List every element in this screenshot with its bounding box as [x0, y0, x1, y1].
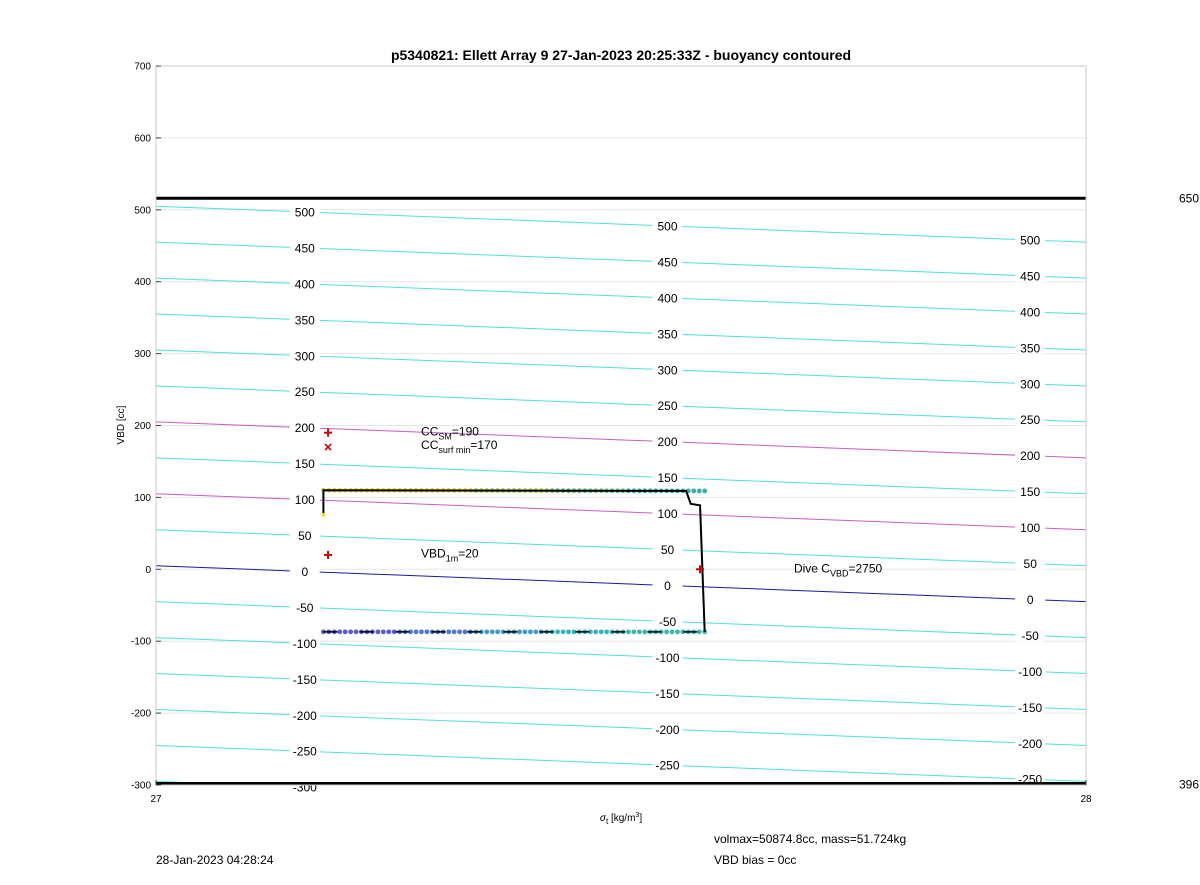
contour-label: 250: [1020, 413, 1041, 428]
ascent-point: [523, 629, 528, 634]
ascent-point: [528, 629, 533, 634]
ascent-point: [354, 629, 359, 634]
contour-label: 350: [294, 313, 315, 328]
y-tick-label: 400: [134, 277, 151, 289]
contour-label: -250: [1018, 772, 1043, 787]
footer-timestamp: 28-Jan-2023 04:28:24: [156, 853, 274, 867]
y-tick-label: 200: [134, 421, 151, 432]
contour-label: -150: [292, 672, 317, 687]
ascent-point: [424, 629, 429, 634]
y-tick-label: 100: [134, 492, 151, 504]
contour-label: 500: [1020, 233, 1041, 248]
ascent-point: [381, 629, 386, 634]
contour-label: 0: [664, 578, 671, 593]
vbd-1m-annotation-sub: 1m: [445, 553, 459, 564]
contour-label: -300: [292, 780, 317, 795]
contour-label: 100: [1020, 521, 1041, 536]
ascent-point: [642, 629, 647, 634]
contour-label: -200: [1018, 736, 1043, 751]
limit-label: 396: [1178, 777, 1199, 792]
contour-label: -50: [658, 614, 677, 629]
contour-label: -150: [655, 686, 680, 701]
contour-label: 500: [657, 219, 678, 234]
ascent-point: [490, 629, 495, 634]
contour-label: 200: [1020, 449, 1041, 464]
cc-surf-min-annotation-base: CC: [421, 437, 439, 452]
contour-label: -100: [292, 636, 317, 651]
contour-label: 150: [294, 457, 315, 472]
ascent-point: [452, 629, 457, 634]
descent-point: [691, 489, 696, 494]
contour-label: -200: [655, 722, 680, 737]
ascent-point: [463, 629, 468, 634]
surface-start-point: [322, 513, 326, 517]
ascent-point: [697, 629, 702, 634]
contour-label: 350: [1020, 341, 1041, 356]
vbd-1m-annotation-base: VBD: [421, 546, 446, 561]
cc-sm-annotation-base: CC: [421, 424, 439, 439]
y-tick-label: -300: [130, 780, 151, 792]
contour-label: 150: [657, 471, 678, 486]
ascent-point: [484, 629, 489, 634]
cc-sm-annotation-sub: SM: [438, 431, 452, 442]
contour-label: 50: [298, 529, 312, 544]
y-tick-label: 300: [134, 349, 151, 361]
ascent-point: [414, 629, 419, 634]
descent-point: [697, 489, 702, 494]
contour-label: 400: [1020, 305, 1041, 320]
ascent-point: [631, 629, 636, 634]
contour-label: -100: [655, 650, 680, 665]
contour-label: 250: [294, 385, 315, 400]
ascent-point: [626, 629, 631, 634]
contour-label: 300: [1020, 377, 1041, 392]
contour-label: 450: [657, 255, 678, 270]
dive-c-vbd-annotation-base: Dive C: [793, 561, 830, 576]
y-axis-label: VBD [cc]: [116, 405, 127, 445]
dive-c-vbd-annotation-sub: VBD: [829, 568, 849, 579]
x-axis-label-close: ]: [639, 813, 643, 824]
limit-label: 650: [1178, 191, 1199, 206]
ascent-point: [386, 629, 391, 634]
x-axis-label-sigma: σ: [599, 813, 606, 824]
ascent-point: [555, 629, 560, 634]
contour-label: 350: [657, 327, 678, 342]
cc-surf-min-annotation-value: =170: [470, 437, 498, 452]
contour-label: -200: [292, 708, 317, 723]
ascent-point: [670, 629, 675, 634]
contour-label: 400: [657, 291, 678, 306]
ascent-point: [637, 629, 642, 634]
y-tick-label: -100: [130, 636, 151, 648]
dive-c-vbd-annotation-value: =2750: [848, 561, 883, 576]
contour-label: 300: [657, 363, 678, 378]
contour-label: -150: [1018, 700, 1043, 715]
ascent-point: [375, 629, 380, 634]
chart-title: p5340821: Ellett Array 9 27-Jan-2023 20:25:33Z - buoyancy contoured: [390, 47, 852, 63]
ascent-point: [593, 629, 598, 634]
ascent-point: [533, 629, 538, 634]
ascent-point: [599, 629, 604, 634]
contour-label: 100: [657, 507, 678, 522]
contour-label: 450: [294, 241, 315, 256]
contour-label: 50: [1023, 557, 1037, 572]
contour-label: 0: [301, 564, 309, 579]
contour-label: 0: [1026, 592, 1034, 607]
ascent-point: [348, 629, 353, 634]
ascent-point: [664, 629, 669, 634]
ascent-point: [457, 629, 462, 634]
descent-point: [702, 489, 707, 494]
y-tick-label: 600: [134, 133, 151, 145]
ascent-point: [495, 629, 500, 634]
contour-label: 500: [294, 205, 315, 220]
y-tick-label: 500: [134, 205, 151, 217]
ascent-point: [675, 629, 680, 634]
contour-label: 300: [294, 349, 315, 364]
contour-label: 50: [660, 543, 675, 558]
contour-label: -250: [655, 758, 680, 773]
ascent-point: [419, 629, 424, 634]
x-tick-label: 28: [1080, 794, 1092, 805]
contour-label: -50: [296, 600, 314, 615]
ascent-point: [446, 629, 451, 634]
contour-label: 450: [1020, 269, 1041, 284]
ascent-point: [604, 629, 609, 634]
contour-label: 400: [294, 277, 315, 292]
footer-volmax-mass: volmax=50874.8cc, mass=51.724kg: [714, 832, 907, 846]
ascent-point: [566, 629, 571, 634]
x-axis-label-sup: 3: [635, 812, 640, 819]
x-tick-label: 27: [150, 794, 162, 805]
y-tick-label: 0: [145, 564, 151, 576]
x-axis-label: [600, 812, 642, 826]
contour-label: 150: [1020, 485, 1041, 500]
ascent-point: [337, 629, 342, 634]
ascent-point: [561, 629, 566, 634]
footer-vbd-bias: VBD bias = 0cc: [714, 853, 797, 867]
x-axis-label-sub: t: [605, 817, 609, 826]
y-tick-label: 700: [134, 61, 151, 73]
ascent-point: [343, 629, 348, 634]
y-tick-label: -200: [130, 708, 151, 720]
cc-sm-annotation-value: =190: [451, 424, 479, 439]
vbd-1m-annotation-value: =20: [458, 546, 479, 561]
contour-label: -250: [292, 744, 317, 759]
contour-label: 250: [657, 399, 678, 414]
cc-surf-min-annotation-sub: surf min: [438, 444, 471, 455]
contour-label: 100: [294, 493, 315, 508]
ascent-point: [517, 629, 522, 634]
contour-label: -50: [1021, 628, 1039, 643]
x-axis-label-units: [kg/m: [608, 813, 636, 824]
contour-label: 200: [294, 421, 315, 436]
contour-label: -100: [1018, 664, 1043, 679]
contour-label: 200: [657, 435, 678, 450]
